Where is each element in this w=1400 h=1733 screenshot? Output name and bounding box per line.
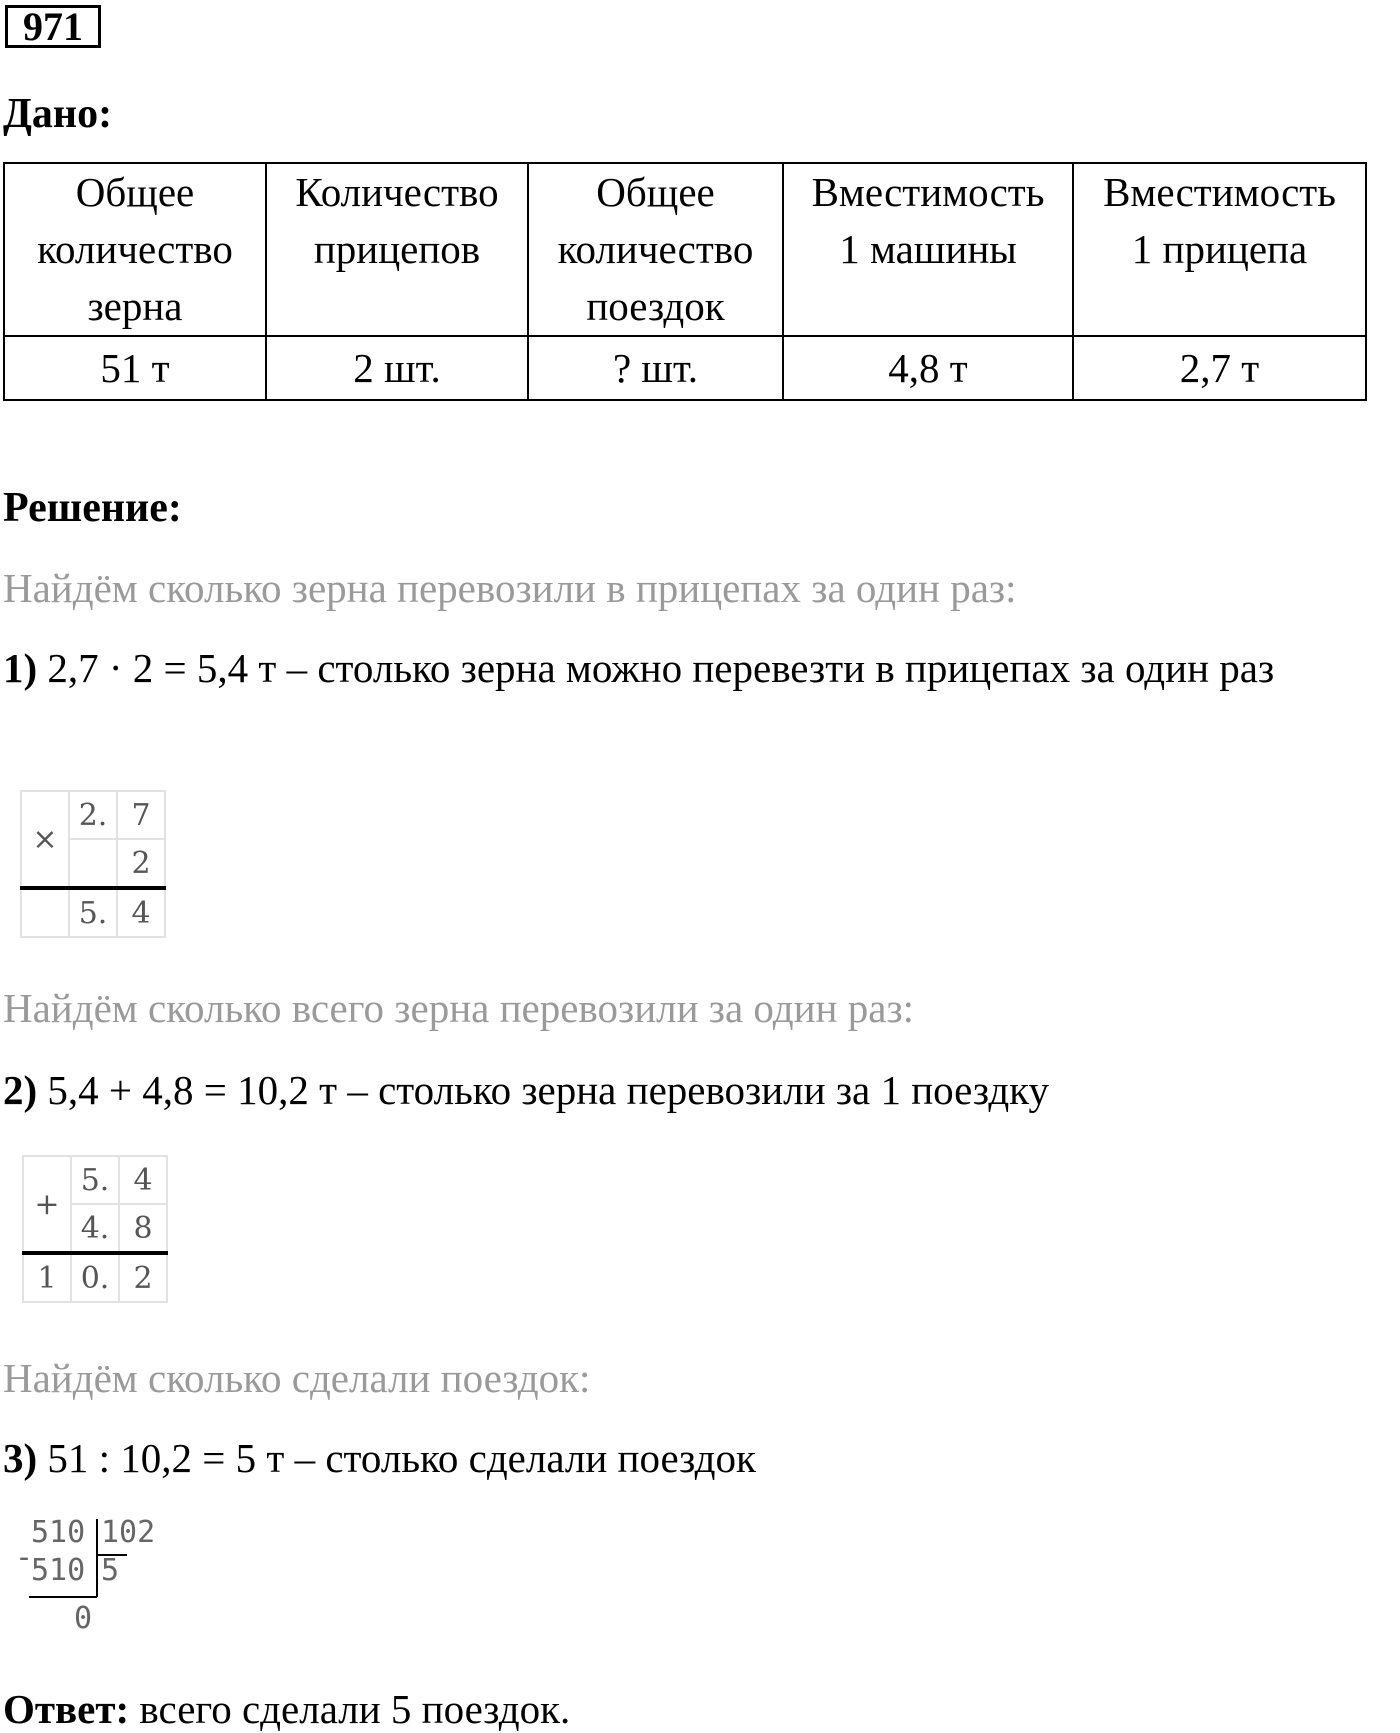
long-division	[15, 1515, 185, 1645]
digit-cell: 2	[117, 839, 165, 888]
step-number: 1)	[3, 645, 38, 691]
result-cell: 1	[23, 1253, 71, 1302]
digit-cell: 2.	[69, 791, 117, 839]
table-header-row	[4, 163, 1366, 336]
value-cell: 51 т	[4, 336, 266, 400]
dividend: 510	[31, 1515, 86, 1550]
result-cell: 2	[119, 1253, 167, 1302]
step-3	[3, 1430, 1400, 1487]
multiplication-column	[20, 790, 166, 938]
value-cell: 4,8 т	[783, 336, 1073, 400]
given-heading: Дано:	[3, 91, 113, 137]
header-cell: Количество прицепов	[266, 163, 528, 336]
header-cell: Общее количество зерна	[4, 163, 266, 336]
hint-2: Найдём сколько всего зерна перевозили за один раз:	[3, 985, 915, 1031]
step-1	[3, 640, 1400, 697]
digit-cell	[69, 839, 117, 888]
header-cell: Общее количество поездок	[528, 163, 783, 336]
digit-cell: 4.	[71, 1204, 119, 1253]
answer-text: всего сделали 5 поездок.	[129, 1686, 571, 1732]
value-cell: ? шт.	[528, 336, 783, 400]
division-lines	[15, 1515, 185, 1645]
quotient: 5	[101, 1553, 120, 1588]
divisor: 102	[101, 1515, 156, 1550]
digit-cell: 7	[117, 791, 165, 839]
operator-sign: +	[23, 1156, 71, 1253]
result-cell: 4	[117, 888, 165, 937]
minus-sign: -	[15, 1540, 34, 1575]
digit-cell: 4	[119, 1156, 167, 1204]
digit-cell: 8	[119, 1204, 167, 1253]
header-cell: Вместимость 1 машины	[783, 163, 1073, 336]
step-number: 3)	[3, 1435, 38, 1481]
result-cell: 5.	[69, 888, 117, 937]
value-cell: 2 шт.	[266, 336, 528, 400]
result-cell: 0.	[71, 1253, 119, 1302]
header-cell: Вместимость 1 прицепа	[1073, 163, 1366, 336]
hint-1: Найдём сколько зерна перевозили в прицепах за один раз:	[3, 565, 1017, 611]
step-text: 2,7 · 2 = 5,4 т – столько зерна можно перевезти в прицепах за один раз	[37, 645, 1275, 691]
digit-cell: 5.	[71, 1156, 119, 1204]
step-number: 2)	[3, 1067, 38, 1113]
given-table	[3, 162, 1367, 401]
step-text: 5,4 + 4,8 = 10,2 т – столько зерна перевозили за 1 поездку	[37, 1067, 1050, 1113]
step-2	[3, 1062, 1400, 1119]
step-text: 51 : 10,2 = 5 т – столько сделали поездок	[37, 1435, 756, 1481]
result-cell	[21, 888, 69, 937]
table-value-row	[4, 336, 1366, 400]
remainder: 0	[74, 1601, 93, 1636]
hint-3: Найдём сколько сделали поездок:	[3, 1355, 591, 1401]
value-cell: 2,7 т	[1073, 336, 1366, 400]
task-number: 971	[5, 5, 101, 48]
addition-column	[22, 1155, 168, 1303]
answer-label: Ответ:	[3, 1686, 130, 1732]
operator-sign: ×	[21, 791, 69, 888]
answer	[3, 1685, 570, 1733]
solution-heading: Решение:	[3, 485, 182, 531]
subtrahend: 510	[31, 1553, 86, 1588]
